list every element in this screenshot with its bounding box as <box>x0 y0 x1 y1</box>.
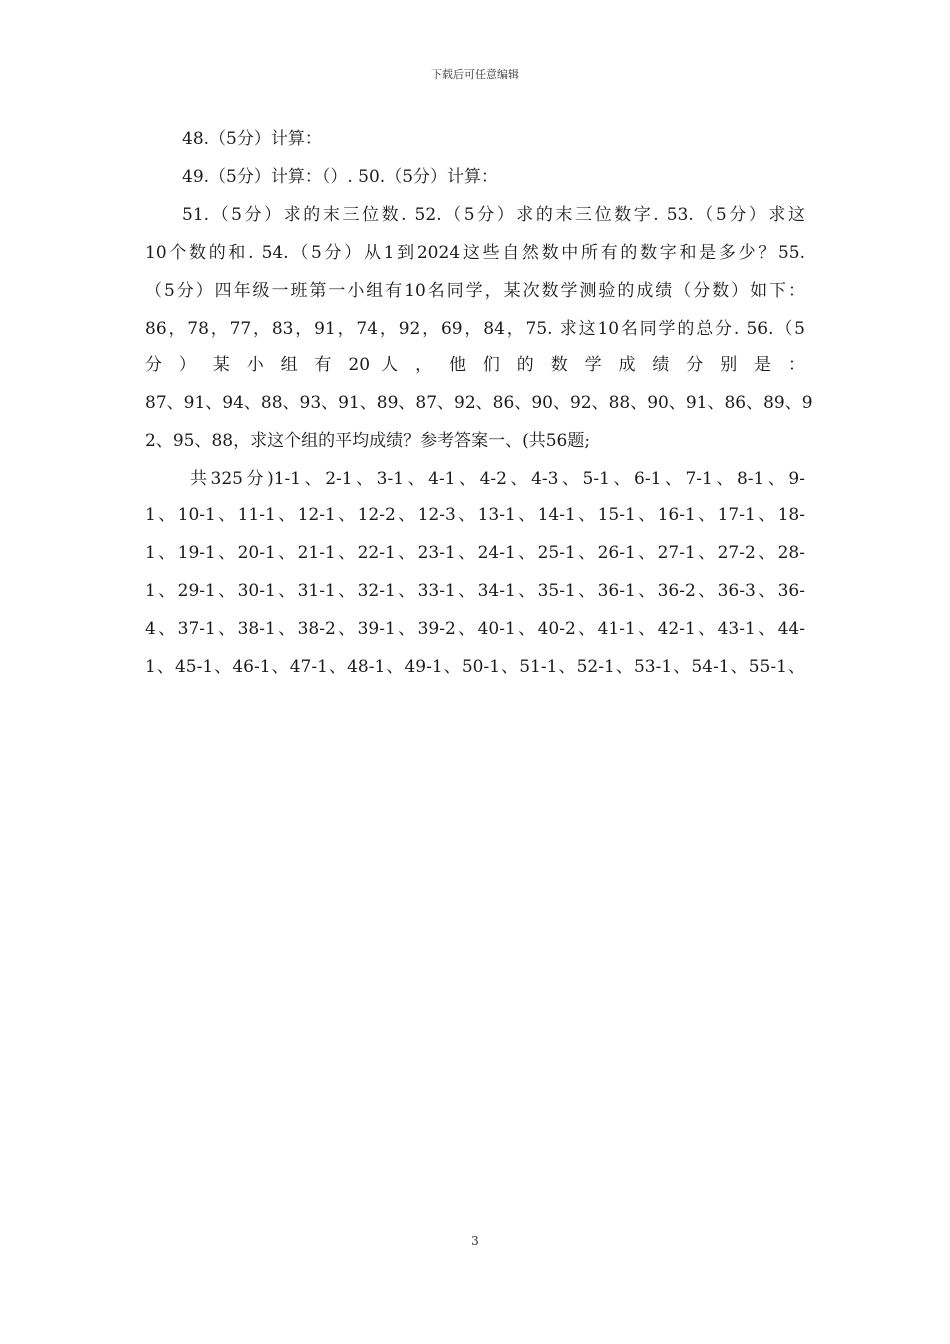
question-48-line: 48.（5分）计算： <box>182 129 322 149</box>
question-55-line: （5分）四年级一班第一小组有10名同学，某次数学测验的成绩（分数）如下： <box>145 281 805 301</box>
answers-line-3: 1、19-1、20-1、21-1、22-1、23-1、24-1、25-1、26-1、27-1、27-2、28- <box>145 543 805 563</box>
question-56-scores-line: 87、91、94、88、93、91、89、87、92、86、90、92、88、90、91、86、89、9 <box>145 393 813 413</box>
question-49-50-line: 49.（5分）计算：（）. 50.（5分）计算： <box>182 167 499 187</box>
question-55-scores-line: 86，78，77，83，91，74，92，69，84，75. 求这10名同学的总分. 56.（5 <box>145 319 805 339</box>
page-number: 3 <box>471 1234 479 1248</box>
answers-line-2: 1、10-1、11-1、12-1、12-2、12-3、13-1、14-1、15-1、16-1、17-1、18- <box>145 505 805 525</box>
question-56-line: 分 ） 某 小 组 有 20 人 ， 他 们 的 数 学 成 绩 分 别 是 ： <box>145 355 805 375</box>
question-53-55-line: 10个数的和. 54.（5分）从1到2024这些自然数中所有的数字和是多少？55. <box>145 243 805 263</box>
answers-line-1: 共325分)1-1、2-1、3-1、4-1、4-2、4-3、5-1、6-1、7-1、8-1、9- <box>190 469 805 489</box>
answers-line-5: 4、37-1、38-1、38-2、39-1、39-2、40-1、40-2、41-1、42-1、43-1、44- <box>145 619 805 639</box>
answers-line-4: 1、29-1、30-1、31-1、32-1、33-1、34-1、35-1、36-1、36-2、36-3、36- <box>145 581 805 601</box>
page-header: 下载后可任意编辑 <box>431 68 519 81</box>
answers-line-6: 1、45-1、46-1、47-1、48-1、49-1、50-1、51-1、52-1、53-1、54-1、55-1、 <box>145 657 805 677</box>
question-51-53-line: 51.（5分）求的末三位数. 52.（5分）求的末三位数字. 53.（5分）求这 <box>182 205 805 225</box>
answers-heading-line: 2、95、88，求这个组的平均成绩？参考答案一、(共56题; <box>145 431 591 451</box>
